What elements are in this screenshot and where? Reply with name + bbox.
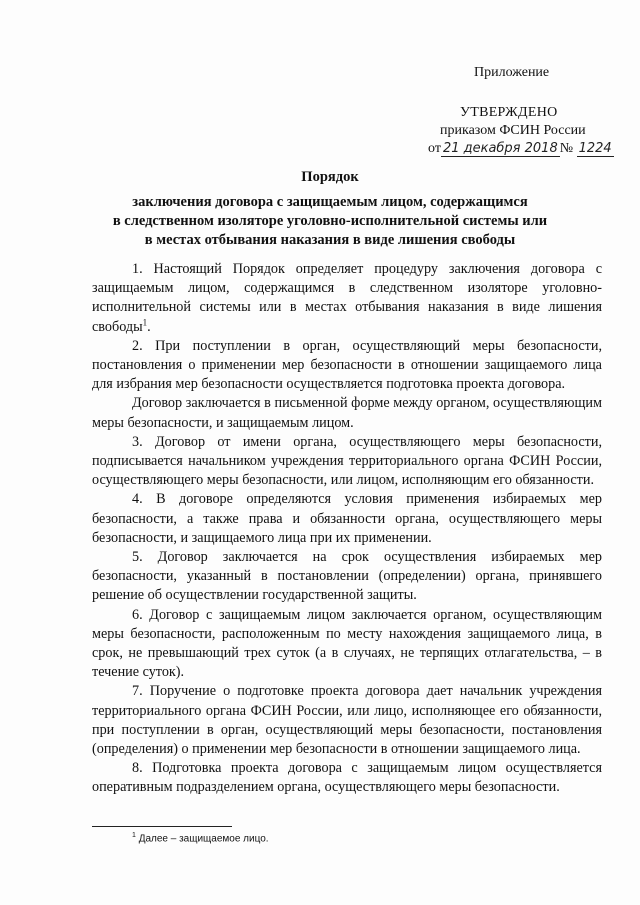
- footnote-text: Далее – защищаемое лицо.: [138, 833, 269, 845]
- paragraph-2: 2. При поступлении в орган, осуществляющий меры безопасности, постановления о применении мер безопасности в отношении защищаемого лица для избрания мер безопасности осуществляется подготовка проекта договора.: [92, 337, 602, 393]
- title-line-2: в следственном изоляторе уголовно-исполнительной системы или: [112, 213, 548, 229]
- footnote: [132, 832, 269, 844]
- footnote-number: 1: [132, 832, 136, 839]
- paragraph-1: 1. Настоящий Порядок определяет процедуру заключения договора с защищаемым лицом, содержащимся в следственном изоляторе уголовно-исполнительной системы или в местах отбывания наказания в виде лишения свободы$^1$.: [92, 261, 602, 335]
- title-heading: Порядок: [301, 169, 359, 185]
- title-line-1: заключения договора с защищаемым лицом, содержащимся: [132, 194, 528, 210]
- title-line-3: в местах отбывания наказания в виде лишения свободы: [144, 232, 516, 248]
- handwritten-date: 21 декабря 2018: [442, 141, 558, 156]
- date-prefix: от: [428, 141, 441, 156]
- order-reference: приказом ФСИН России: [440, 123, 586, 138]
- number-prefix: №: [559, 141, 574, 156]
- paragraph-6: 6. Договор с защищаемым лицом заключается органом, осуществляющим меры безопасности, расположенным по месту нахождения защищаемого лица, в срок, не превышающий трех суток (а в случаях, не терпящих отлагательства, – в течение суток).: [92, 606, 602, 681]
- document-body: [92, 260, 602, 798]
- order-date-line: [420, 140, 620, 158]
- paragraph-8: 8. Подготовка проекта договора с защищаемым лицом осуществляется оперативным подразделением органа, осуществляющего меры безопасности.: [92, 760, 602, 796]
- approved-stamp-text: УТВЕРЖДЕНО: [460, 105, 558, 120]
- footnote-marker: 1: [142, 316, 148, 327]
- paragraph-5: 5. Договор заключается на срок осуществления избираемых мер безопасности, указанный в постановлении (определении) органа, принявшего решение об осуществлении государственной защиты.: [92, 549, 602, 604]
- paragraph-7: 7. Поручение о подготовке проекта договора дает начальник учреждения территориального органа ФСИН России, или лицо, исполняющее его обязанности, при поступлении в орган, осуществляющий меры безопасности, постановления (определения) о применении мер безопасности в отношении защищаемого лица.: [92, 683, 602, 758]
- handwritten-number: 1224: [578, 141, 612, 156]
- footnote-divider: [92, 826, 232, 827]
- paragraph-3: 3. Договор от имени органа, осуществляющего меры безопасности, подписывается начальником учреждения территориального органа ФСИН России, осуществляющего меры безопасности, или лицом, исполняющим его обязанности.: [92, 433, 602, 489]
- document-title: [70, 168, 590, 250]
- appendix-label: Приложение: [474, 65, 550, 80]
- paragraph-2a: Договор заключается в письменной форме между органом, осуществляющим меры безопасности, и защищаемым лицом.: [92, 395, 602, 431]
- paragraph-4: 4. В договоре определяются условия применения избираемых мер безопасности, а также права и обязанности органа, осуществляющего меры безопасности, и защищаемого лица при их применении.: [92, 491, 602, 546]
- approval-block: [420, 64, 620, 158]
